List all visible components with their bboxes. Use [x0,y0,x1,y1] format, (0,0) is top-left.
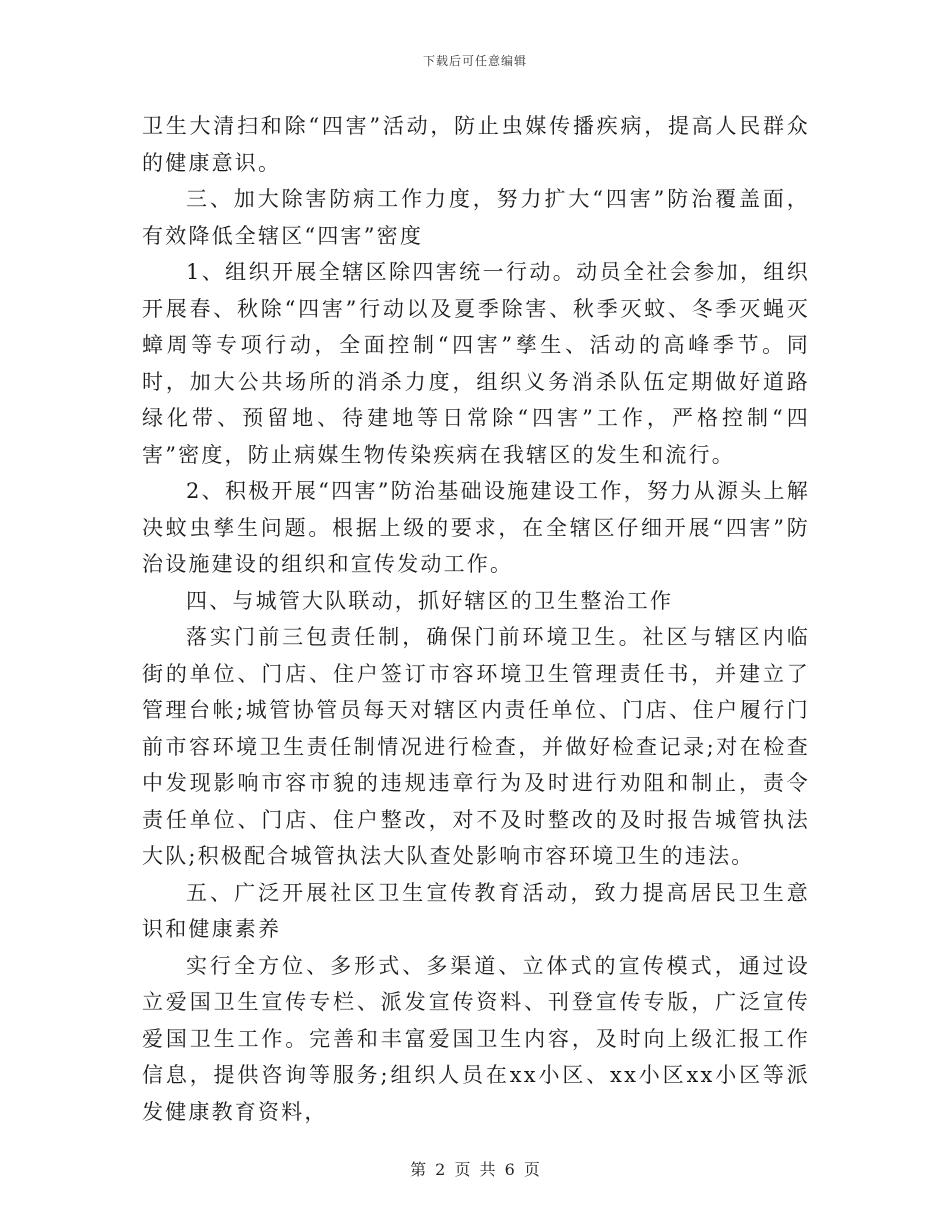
paragraph-publicity: 实行全方位、多形式、多渠道、立体式的宣传模式，通过设立爱国卫生宣传专栏、派发宣传资料、刊登宣传专版，广泛宣传爱国卫生工作。完善和丰富爱国卫生内容，及时向上级汇报工作信息，提供咨询等服务;组织人员在xx小区、xx小区xx小区等派发健康教育资料， [142,953,810,1124]
page-number-footer: 第 2 页 共 6 页 [410,1160,540,1179]
section-heading-3: 三、加大除害防病工作力度，努力扩大“四害”防治覆盖面，有效降低全辖区“四害”密度 [142,187,810,248]
paragraph-item-1: 1、组织开展全辖区除四害统一行动。动员全社会参加，组织开展春、秋除“四害”行动以及夏季除害、秋季灭蚊、冬季灭蝇灭蟑周等专项行动，全面控制“四害”孳生、活动的高峰季节。同时，加大公共场所的消杀力度，组织义务消杀队伍定期做好道路绿化带、预留地、待建地等日常除“四害”工作，严格控制“四害”密度，防止病媒生物传染疾病在我辖区的发生和流行。 [142,260,810,467]
paragraph-responsibility: 落实门前三包责任制，确保门前环境卫生。社区与辖区内临街的单位、门店、住户签订市容环境卫生管理责任书，并建立了管理台帐;城管协管员每天对辖区内责任单位、门店、住户履行门前市容环境卫生责任制情况进行检查，并做好检查记录;对在检查中发现影响市容市貌的违规违章行为及时进行劝阻和制止，责令责任单位、门店、住户整改，对不及时整改的及时报告城管执法大队;积极配合城管执法大队查处影响市容环境卫生的违法。 [142,625,810,868]
paragraph-item-2: 2、积极开展“四害”防治基础设施建设工作，努力从源头上解决蚊虫孳生问题。根据上级的要求，在全辖区仔细开展“四害”防治设施建设的组织和宣传发动工作。 [142,479,810,576]
header-note: 下载后可任意编辑 [422,54,527,68]
section-heading-4: 四、与城管大队联动，抓好辖区的卫生整治工作 [186,588,674,613]
paragraph-continuation: 卫生大清扫和除“四害”活动，防止虫媒传播疾病，提高人民群众的健康意识。 [142,114,810,175]
document-body [142,108,810,1130]
section-heading-5: 五、广泛开展社区卫生宣传教育活动，致力提高居民卫生意识和健康素养 [142,880,810,941]
